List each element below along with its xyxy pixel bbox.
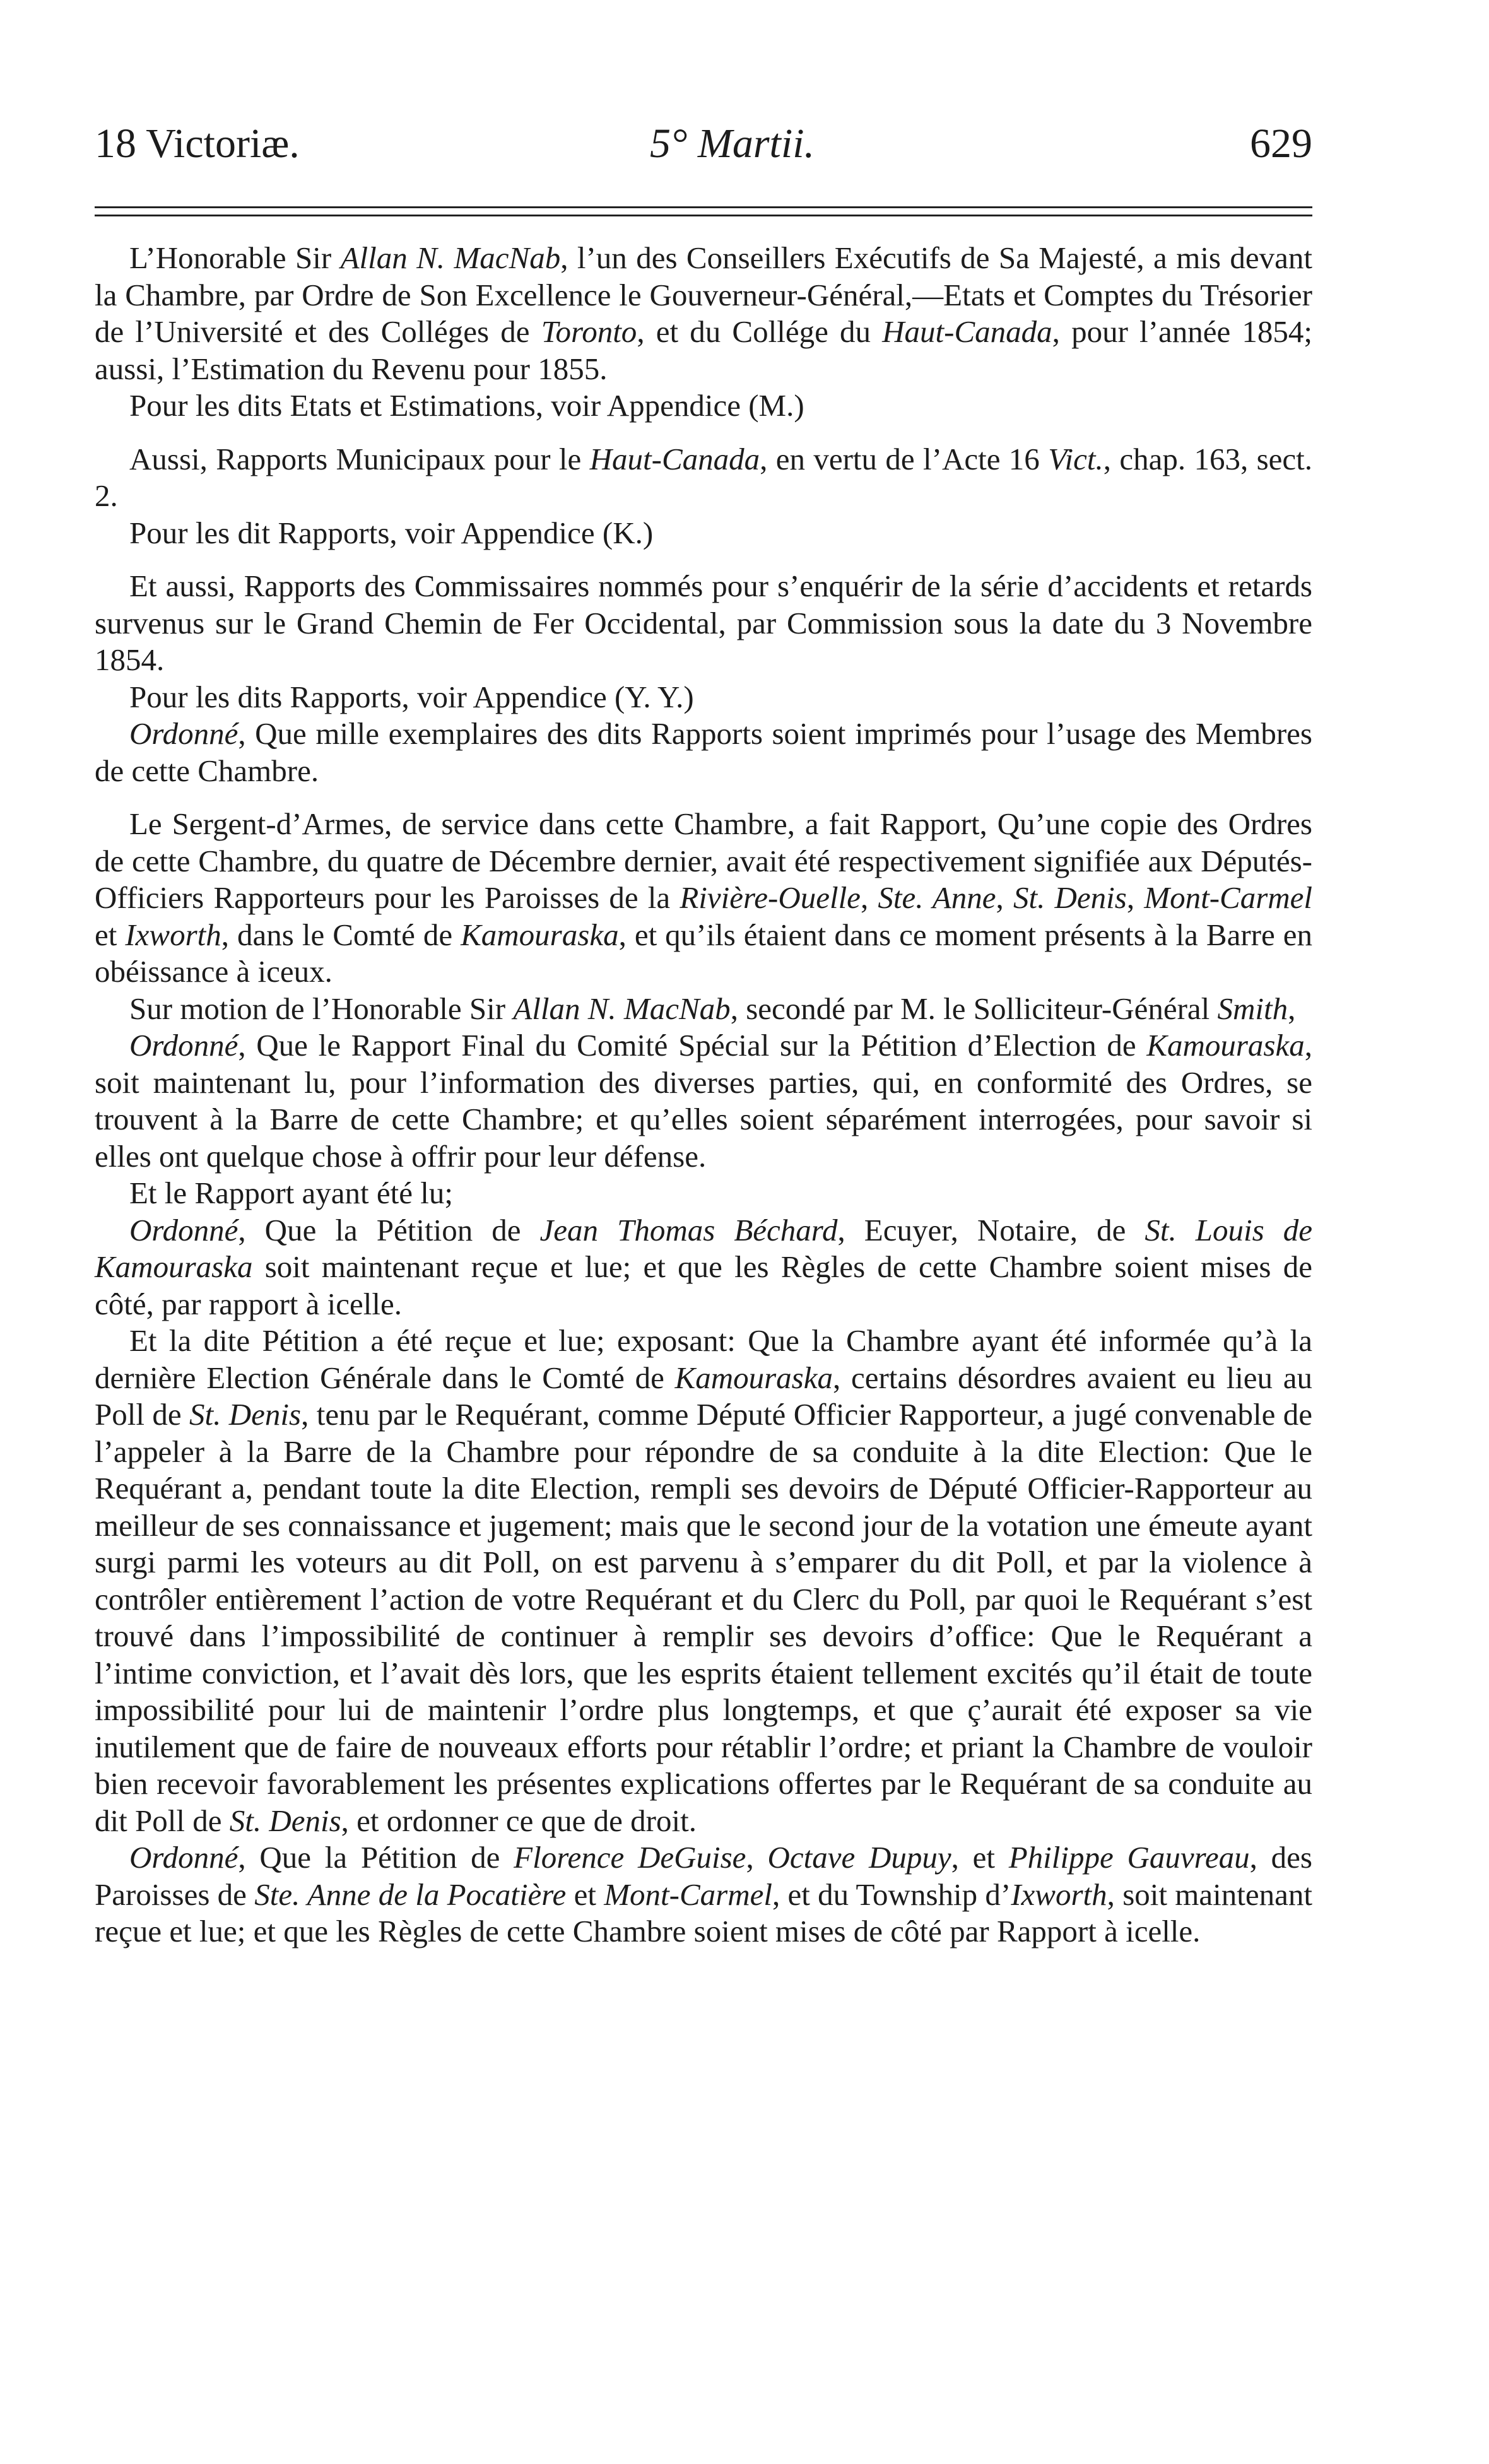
journal-paragraph [95, 1839, 1312, 1950]
italic-name: Jean Thomas Béchard [539, 1212, 838, 1247]
journal-paragraph [95, 387, 1312, 425]
paragraph-text: , et ordonner ce que de droit. [341, 1803, 697, 1838]
paragraph-text: , en vertu de l’Acte 16 [760, 441, 1049, 476]
paragraph-text: Et aussi, Rapports des Commissaires nommés pour s’enquérir de la série d’accidents et retards survenus sur le Grand Chemin de Fer Occidental, par Commission sous la date du 3 Novembre 1854. [95, 569, 1312, 677]
paragraph-text: , Que la Pétition de [238, 1840, 514, 1875]
paragraph-text: , soit maintenant lu, pour l’information des diverses parties, qui, en conformité des Ordres, se trouvent à la Barre de cette Chambre; et qu’elles soient séparément interrogées, pour savoir si elles ont quelque chose à offrir pour leur défense. [95, 1028, 1312, 1174]
paragraph-text: , l’un des Conseillers Exécutifs de Sa Majesté, a mis devant la Chambre, par Ordre de Son Excellence le Gouverneur-Général,—Etats et Comptes du Trésorier de l’Université et des Colléges de [95, 240, 1313, 349]
journal-paragraph [95, 1175, 1312, 1212]
header-regnal-year: 18 Victoriæ. [95, 121, 300, 167]
paragraph-text: , secondé par M. le Solliciteur-Général [730, 991, 1218, 1026]
journal-body [95, 240, 1312, 1950]
italic-name: St. Denis [189, 1397, 302, 1432]
italic-name: Florence DeGuise [514, 1840, 746, 1875]
journal-paragraph [95, 240, 1312, 387]
italic-name: Toronto [541, 314, 637, 349]
paragraph-text: , soit maintenant reçue et lue; et que les Règles de cette Chambre soient mises de côté par Rapport à icelle. [95, 1877, 1312, 1948]
italic-name: Kamouraska [674, 1360, 833, 1395]
paragraph-text: soit maintenant reçue et lue; et que les Règles de cette Chambre soient mises de côté, par rapport à icelle. [95, 1249, 1312, 1321]
paragraph-text: , [996, 880, 1013, 915]
italic-name: St. Denis [229, 1803, 341, 1838]
italic-name: Ste. Anne [878, 880, 996, 915]
italic-name: Kamouraska [1146, 1028, 1305, 1063]
paragraph-text: , Que la Pétition de [238, 1212, 540, 1247]
header-rule-bottom [95, 215, 1312, 216]
italic-name: Allan N. MacNab [340, 240, 561, 275]
paragraph-text: Le Sergent-d’Armes, de service dans cette Chambre, a fait Rapport, Qu’une copie des Ordres de cette Chambre, du quatre de Décembre dernier, avait été respectivement signifiée aux Députés-Officiers Rapporteurs pour les Paroisses de la [95, 806, 1312, 915]
paragraph-text: , pour l’année 1854; aussi, l’Estimation du Revenu pour 1855. [95, 314, 1313, 386]
paragraph-text: , Que mille exemplaires des dits Rapports soient imprimés pour l’usage des Membres de cette Chambre. [95, 716, 1312, 788]
paragraph-text: Sur motion de l’Honorable Sir [129, 991, 514, 1026]
italic-name: St. Denis [1013, 880, 1127, 915]
paragraph-text: , chap. 163, sect. 2. [95, 441, 1312, 513]
journal-paragraph [95, 1212, 1312, 1323]
italic-name: Allan N. MacNab [513, 991, 731, 1026]
italic-name: Ordonné [129, 1028, 238, 1063]
paragraph-text: Pour les dit Rapports, voir Appendice (K.) [129, 515, 654, 550]
italic-name: Rivière-Ouelle [680, 880, 861, 915]
italic-name: Ordonné [129, 1840, 238, 1875]
header-date: 5° Martii. [650, 121, 815, 167]
italic-name: Ixworth [1011, 1877, 1107, 1912]
italic-name: Octave Dupuy [767, 1840, 951, 1875]
paragraph-text: , et qu’ils étaient dans ce moment présents à la Barre en obéissance à iceux. [95, 917, 1312, 989]
paragraph-text: , [860, 880, 878, 915]
paragraph-text: Pour les dits Etats et Estimations, voir Appendice (M.) [129, 388, 804, 423]
paragraph-text: Et la dite Pétition a été reçue et lue; exposant: Que la Chambre ayant été informée qu’à la dernière Election Générale dans le Comté de [95, 1323, 1312, 1395]
journal-paragraph [95, 1323, 1312, 1839]
italic-name: Haut-Canada [589, 441, 760, 476]
italic-name: Ordonné [129, 716, 238, 751]
italic-name: Ordonné [129, 1212, 238, 1247]
paragraph-text: , et du Collége du [637, 314, 883, 349]
journal-paragraph [95, 1027, 1312, 1175]
journal-paragraph [95, 515, 1312, 552]
paragraph-text: , tenu par le Requérant, comme Député Officier Rapporteur, a jugé convenable de l’appeler à la Barre de la Chambre pour répondre de sa conduite à la dite Election: Que le Requérant a, pendant toute la dite Election, rempli ses devoirs de Député Officier-Rapporteur au meilleur de ses connaissance et jugement; mais que le second jour de la votation une émeute ayant surgi parmi les voteurs au dit Poll, on est parvenu à s’emparer du dit Poll, et par la violence à contrôler entièrement l’action de votre Requérant et du Clerc du Poll, par quoi le Requérant s’est trouvé dans l’impossibilité de continuer à remplir ses devoirs d’office: Que le Requérant a l’intime conviction, et l’avait dès lors, que les esprits étaient tellement excités qu’il était de toute impossibilité pour lui de maintenir l’ordre plus longtemps, et que ç’aurait été exposer sa vie inutilement que de faire de nouveaux efforts pour rétablir l’ordre; et priant la Chambre de vouloir bien recevoir favorablement les présentes explications offertes par le Requérant de sa conduite au dit Poll de [95, 1397, 1313, 1838]
journal-paragraph [95, 716, 1312, 789]
paragraph-text: , Ecuyer, Notaire, de [837, 1212, 1145, 1247]
journal-paragraph [95, 991, 1312, 1028]
italic-name: Smith [1217, 991, 1288, 1026]
page-number: 629 [1250, 121, 1312, 167]
journal-paragraph [95, 806, 1312, 991]
italic-name: Mont-Carmel [604, 1877, 772, 1912]
italic-name: Ste. Anne de la Pocatière [254, 1877, 567, 1912]
journal-paragraph [95, 441, 1312, 515]
paragraph-text: , [1288, 991, 1296, 1026]
paragraph-text: , des Paroisses de [95, 1840, 1313, 1912]
paragraph-text: , [1126, 880, 1145, 915]
italic-name: Philippe Gauvreau [1008, 1840, 1250, 1875]
italic-name: Ixworth [125, 917, 221, 952]
italic-name: Haut-Canada [882, 314, 1052, 349]
italic-name: Vict. [1048, 441, 1104, 476]
paragraph-text: et [95, 917, 126, 952]
running-header [95, 95, 1312, 177]
paragraph-text: L’Honorable Sir [129, 240, 341, 275]
italic-name: Mont-Carmel [1144, 880, 1313, 915]
journal-paragraph [95, 568, 1312, 679]
paragraph-text: , [746, 1840, 768, 1875]
journal-paragraph [95, 679, 1312, 716]
paragraph-text: , dans le Comté de [221, 917, 461, 952]
paragraph-text: , Que le Rapport Final du Comité Spécial sur la Pétition d’Election de [238, 1028, 1147, 1063]
paragraph-text: , et du Township d’ [772, 1877, 1011, 1912]
italic-name: St. Louis de Kamouraska [95, 1212, 1313, 1284]
paragraph-text: Et le Rapport ayant été lu; [129, 1176, 453, 1210]
page [95, 95, 1313, 1948]
paragraph-text: et [566, 1877, 604, 1912]
paragraph-text: , certains désordres avaient eu lieu au Poll de [95, 1360, 1312, 1432]
paragraph-text: , et [951, 1840, 1009, 1875]
paragraph-text: Aussi, Rapports Municipaux pour le [129, 441, 590, 476]
header-rule-top [95, 206, 1312, 208]
paragraph-text: Pour les dits Rapports, voir Appendice (Y. Y.) [129, 679, 694, 714]
italic-name: Kamouraska [461, 917, 619, 952]
